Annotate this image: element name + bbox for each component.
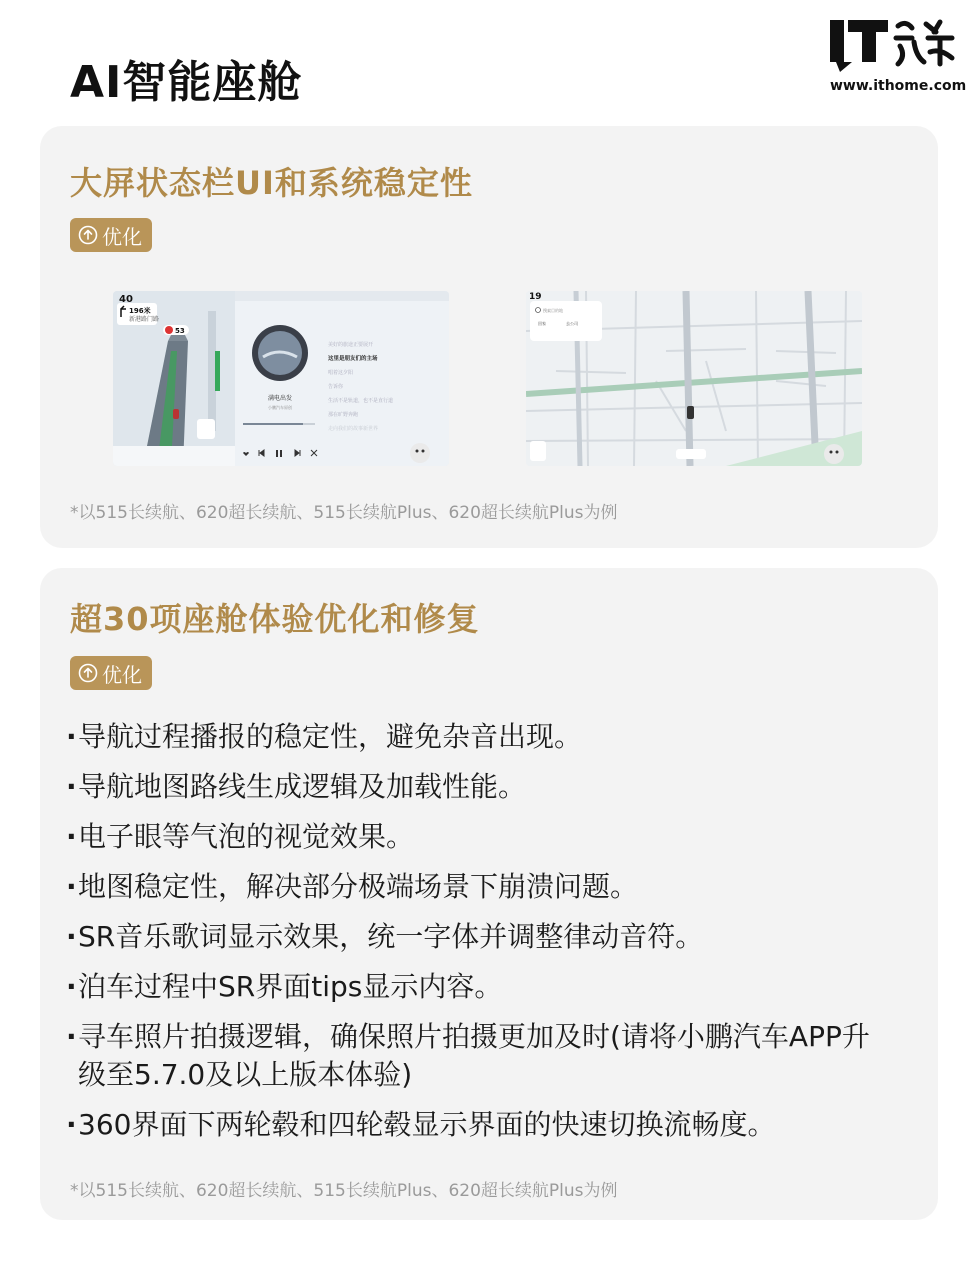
optimize-badge xyxy=(70,656,152,690)
footnote: *以515长续航、620超长续航、515长续航Plus、620超长续航Plus为例 xyxy=(70,1181,618,1201)
lyric-line: 生活不是轨道，也不是直行道 xyxy=(328,398,394,404)
nav-distance: 196米 xyxy=(129,307,151,315)
map-screen xyxy=(526,291,862,466)
badge-label: 优化 xyxy=(102,224,142,249)
list-item: · 电子眼等气泡的视觉效果。 xyxy=(66,818,896,856)
car-marker xyxy=(687,406,694,419)
lyric-line: 美好的旅途正要展开 xyxy=(328,342,374,348)
cockpit-fixes-card xyxy=(40,568,938,1220)
pause-icon[interactable] xyxy=(276,450,278,457)
stability-card xyxy=(40,126,938,548)
ithome-logo xyxy=(830,14,967,94)
speed-limit: 53 xyxy=(175,327,185,335)
list-item: · 导航过程播报的稳定性，避免杂音出现。 xyxy=(66,718,896,756)
song-artist: 小鹏汽车原创 xyxy=(268,405,292,410)
assistant-avatar[interactable] xyxy=(410,443,430,463)
lyric-line: 唱着这夕阳 xyxy=(328,370,354,376)
lyric-line: 那在旷野奔跑 xyxy=(328,412,359,418)
assistant-avatar[interactable] xyxy=(824,444,844,464)
list-item: · 导航地图路线生成逻辑及加载性能。 xyxy=(66,768,896,806)
screenshot-nav-music xyxy=(113,291,449,466)
song-title: 满电出发 xyxy=(267,395,293,402)
footnote: *以515长续航、620超长续航、515长续航Plus、620超长续航Plus为例 xyxy=(70,503,618,523)
map-settings-button[interactable] xyxy=(530,441,546,461)
screenshot-map xyxy=(526,291,862,466)
upload-circle-icon xyxy=(78,225,98,245)
list-item: · 泊车过程中SR界面tips显示内容。 xyxy=(66,968,896,1006)
optimize-badge xyxy=(70,218,152,252)
lyric-line: 走向我们的故事新世界 xyxy=(328,426,379,432)
screenshot-row xyxy=(40,291,938,466)
list-item: · SR音乐歌词显示效果，统一字体并调整律动音符。 xyxy=(66,918,896,956)
badge-label: 优化 xyxy=(102,662,142,687)
logo-url: www.ithome.com xyxy=(830,78,967,94)
list-item: · 360界面下两轮毂和四轮毂显示界面的快速切换流畅度。 xyxy=(66,1106,896,1144)
search-input[interactable]: 搜索目的地 xyxy=(543,308,563,313)
list-item: · 地图稳定性，解决部分极端场景下崩溃问题。 xyxy=(66,868,896,906)
home-shortcut[interactable]: 回家 xyxy=(538,321,546,326)
page-title: AI智能座舱 xyxy=(70,57,303,108)
nav-speed: 40 xyxy=(119,294,133,305)
card-title: 大屏状态栏UI和系统稳定性 xyxy=(70,164,473,202)
lyric-line: 告诉你 xyxy=(328,384,344,390)
card-title: 超30项座舱体验优化和修复 xyxy=(70,600,480,638)
list-item: · 寻车照片拍摄逻辑，确保照片拍摄更加及时(请将小鹏汽车APP升级至5.7.0及以上版本体验) xyxy=(66,1018,896,1094)
map-speed: 19 xyxy=(529,292,542,302)
upload-circle-icon xyxy=(78,663,98,683)
nav-street: 新港路门路 xyxy=(129,316,160,323)
lyric-line-current: 这里是朋友们的主场 xyxy=(328,356,378,362)
nav-music-screen xyxy=(113,291,449,466)
improvement-list xyxy=(66,718,896,1156)
ithome-logo-mark xyxy=(830,16,960,74)
company-shortcut[interactable]: 去公司 xyxy=(566,321,578,326)
